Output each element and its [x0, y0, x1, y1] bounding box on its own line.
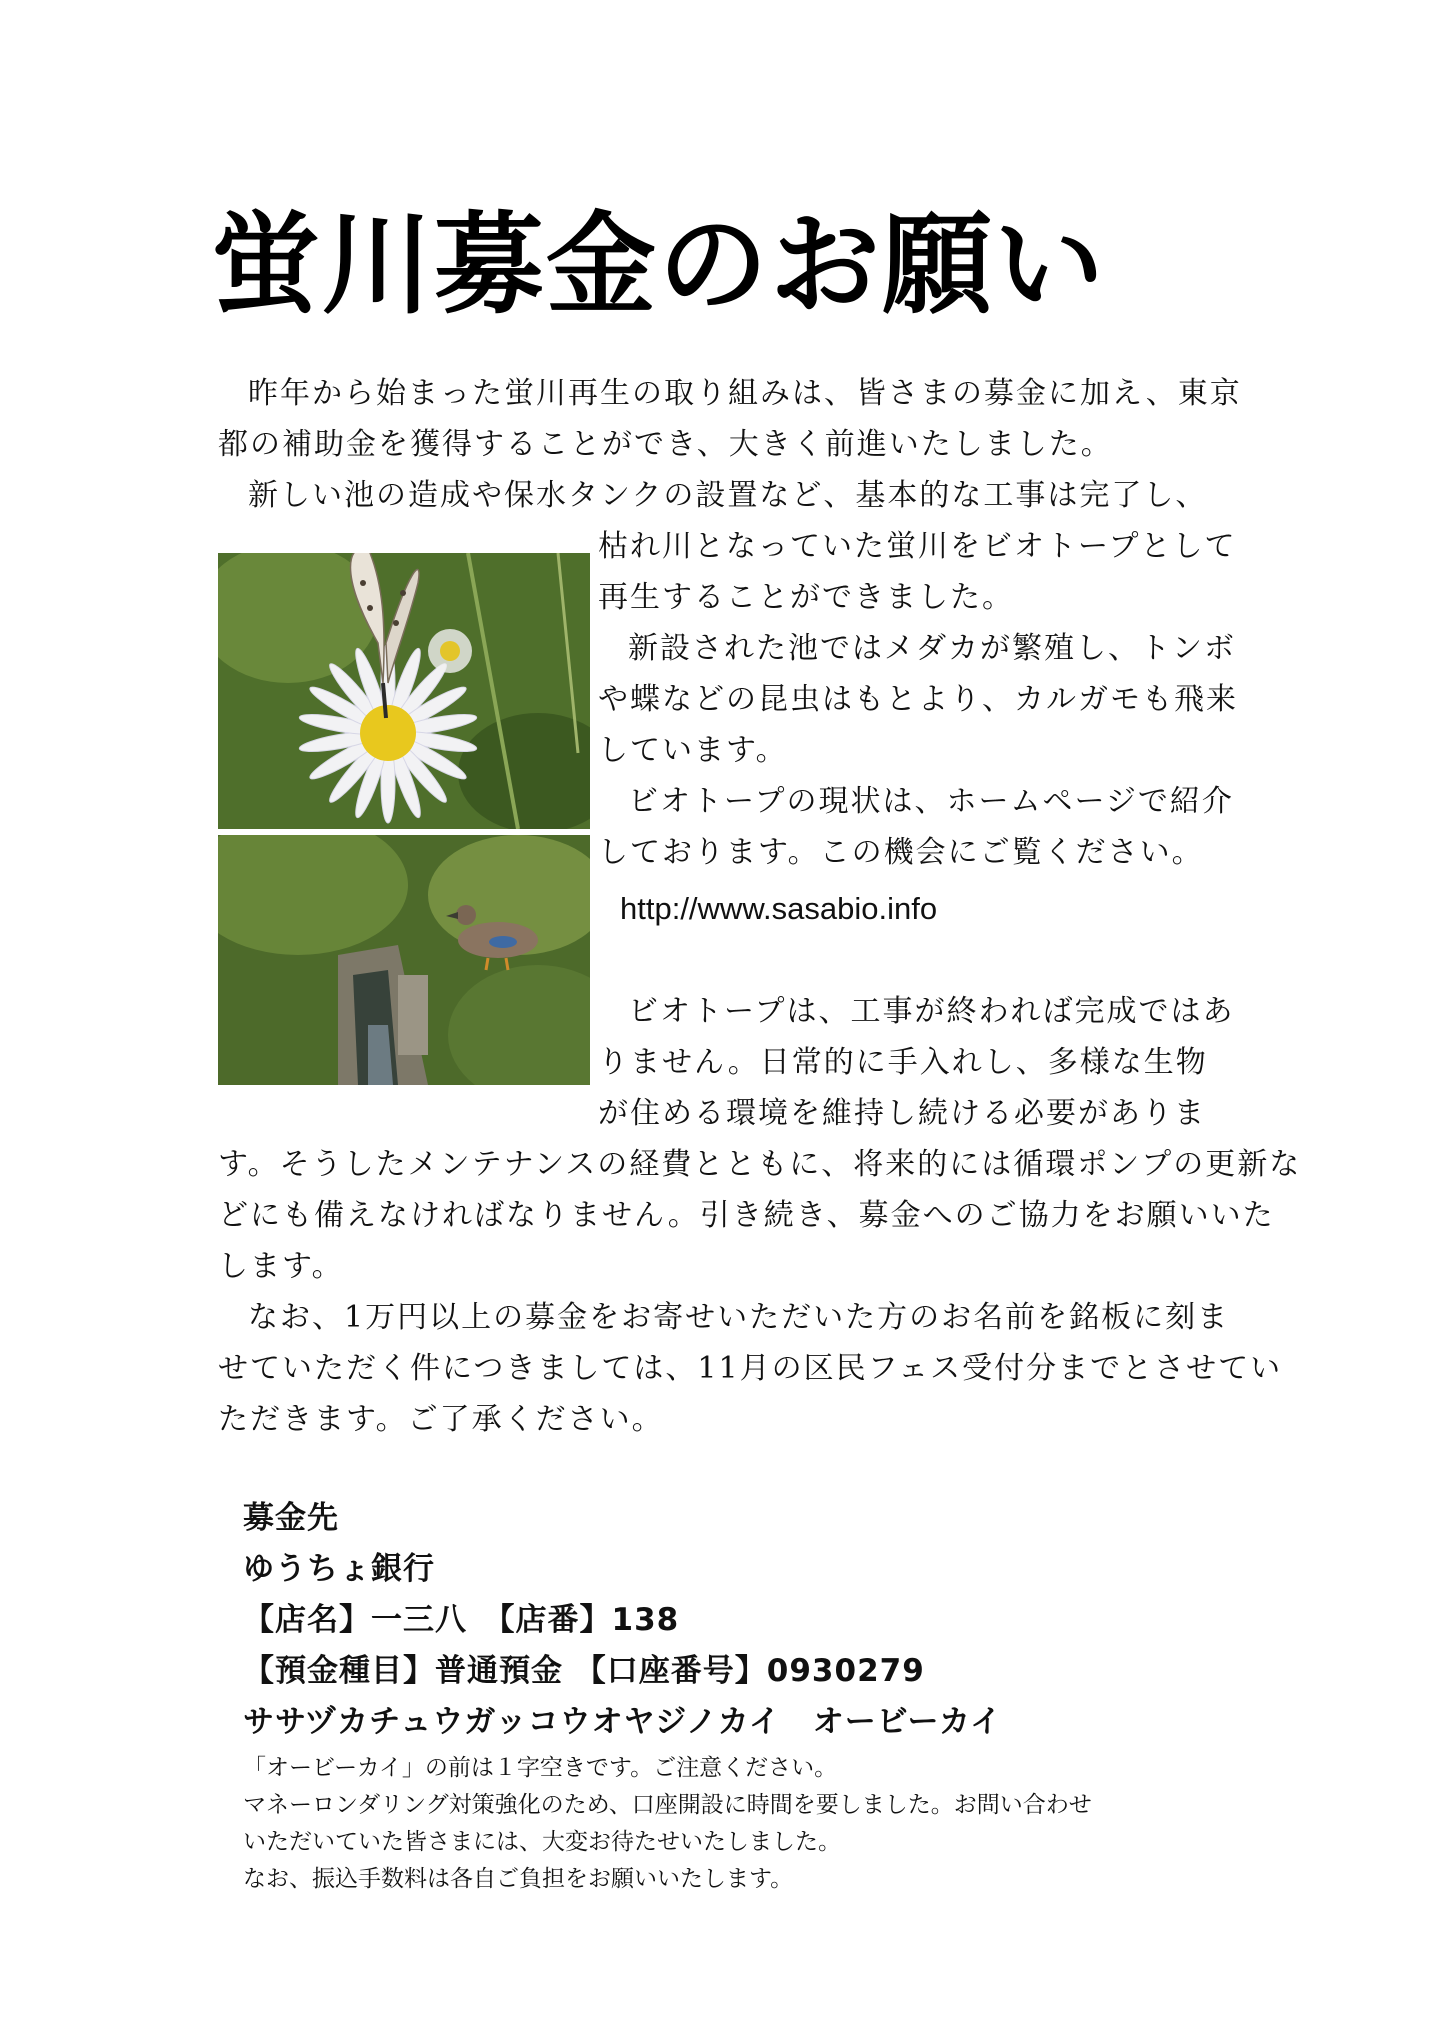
paragraph-6-line-3: ただきます。ご了承ください。 [218, 1402, 664, 1437]
paragraph-6-line-1: なお、1万円以上の募金をお寄せいただいた方のお名前を銘板に刻ま [248, 1300, 1230, 1335]
paragraph-5-line-5: どにも備えなければなりません。引き続き、募金へのご協力をお願いいた [218, 1198, 1275, 1233]
note-line-2: マネーロンダリング対策強化のため、口座開設に時間を要しました。お問い合わせ [243, 1792, 1092, 1818]
bank-account: 【預金種目】普通預金 【口座番号】0930279 [243, 1653, 925, 1689]
paragraph-4-line-1: ビオトープの現状は、ホームページで紹介 [628, 784, 1234, 819]
note-line-1: 「オービーカイ」の前は１字空きです。ご注意ください。 [243, 1755, 838, 1781]
paragraph-5-line-2: りません。日常的に手入れし、多様な生物 [598, 1045, 1208, 1080]
paragraph-2-line-1: 新しい池の造成や保水タンクの設置など、基本的な工事は完了し、 [248, 478, 1208, 513]
butterfly-photo-graphic [218, 553, 590, 829]
duck-by-stream-photo [218, 835, 590, 1085]
paragraph-5-line-3: が住める環境を維持し続ける必要がありま [598, 1096, 1206, 1131]
paragraph-3-line-1: 新設された池ではメダカが繁殖し、トンボ [628, 631, 1236, 666]
note-line-3: いただいていた皆さまには、大変お待たせいたしました。 [243, 1829, 841, 1855]
website-link[interactable]: http://www.sasabio.info [620, 891, 938, 926]
paragraph-6-line-2: せていただく件につきましては、11月の区民フェス受付分までとさせてい [218, 1351, 1283, 1386]
page-title: 蛍川募金のお願い [210, 200, 1106, 329]
paragraph-5-line-4: す。そうしたメンテナンスの経費とともに、将来的には循環ポンプの更新な [218, 1147, 1302, 1182]
paragraph-2-line-2: 枯れ川となっていた蛍川をビオトープとして [598, 529, 1237, 564]
paragraph-3-line-2: や蝶などの昆虫はもとより、カルガモも飛来 [598, 682, 1238, 717]
bank-name: ゆうちょ銀行 [243, 1551, 435, 1587]
butterfly-on-daisy-photo [218, 553, 590, 829]
paragraph-1-line-1: 昨年から始まった蛍川再生の取り組みは、皆さまの募金に加え、東京 [248, 376, 1242, 411]
paragraph-5-line-1: ビオトープは、工事が終われば完成ではあ [628, 994, 1235, 1029]
paragraph-2-line-3: 再生することができました。 [598, 580, 1014, 615]
duck-photo-graphic [218, 835, 590, 1085]
note-line-4: なお、振込手数料は各自ご負担をお願いいたします。 [243, 1866, 794, 1892]
paragraph-5-line-6: します。 [218, 1249, 344, 1284]
bank-heading: 募金先 [243, 1500, 339, 1536]
bank-branch: 【店名】一三八 【店番】138 [243, 1602, 680, 1638]
paragraph-1-line-2: 都の補助金を獲得することができ、大きく前進いたしました。 [218, 427, 1113, 462]
paragraph-3-line-3: しています。 [598, 733, 788, 768]
paragraph-4-line-2: しております。この機会にご覧ください。 [598, 835, 1204, 870]
bank-account-holder: ササヅカチュウガッコウオヤジノカイ オービーカイ [243, 1704, 1003, 1740]
